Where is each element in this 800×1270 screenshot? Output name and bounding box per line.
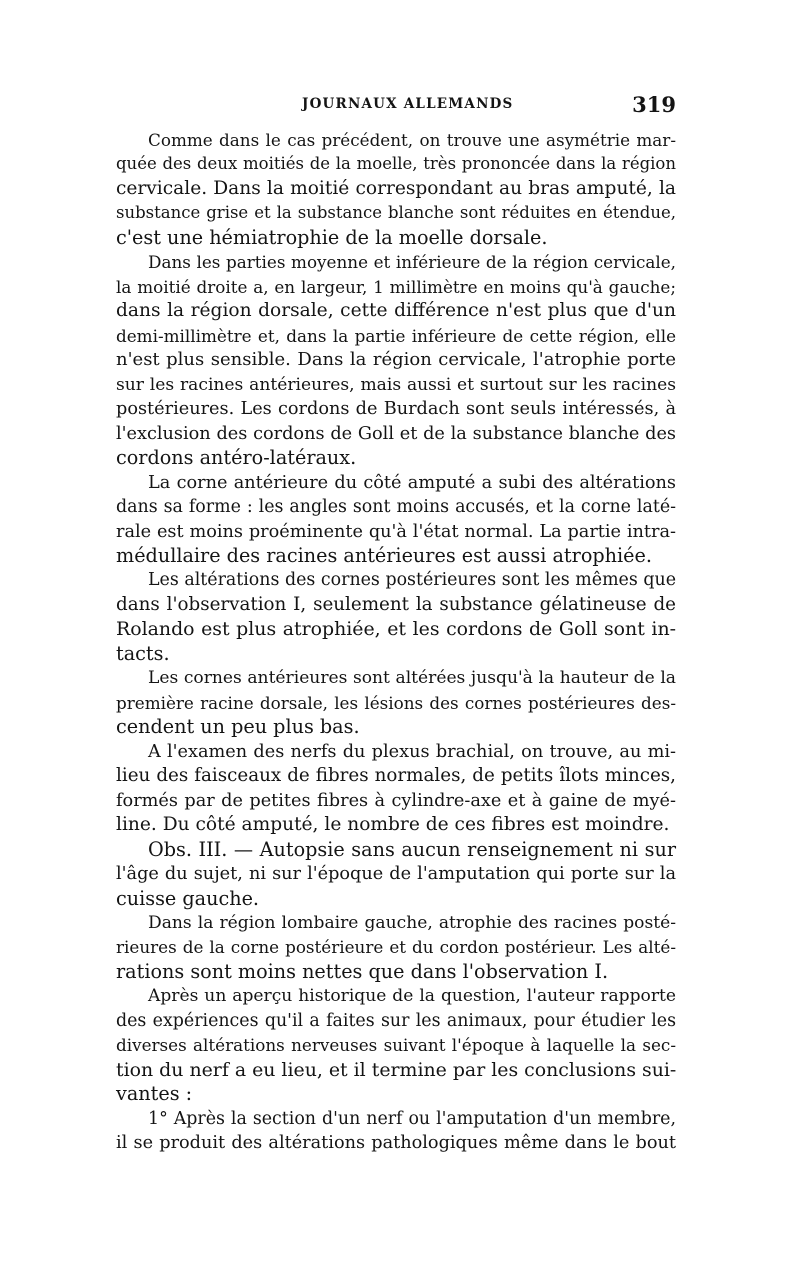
running-head — [116, 94, 676, 122]
text-line: rations sont moins nettes que dans l'observation I. — [116, 959, 609, 983]
text-line: cordons antéro-latéraux. — [116, 446, 357, 470]
text-line: Les altérations des cornes postérieures sont les mêmes que — [148, 570, 676, 591]
text-line: c'est une hémiatrophie de la moelle dorsale. — [116, 225, 548, 249]
text-line: médullaire des racines antérieures est aussi atrophiée. — [116, 543, 652, 567]
text-line: dans sa forme : les angles sont moins accusés, et la corne laté- — [116, 497, 676, 518]
text-line: Comme dans le cas précédent, on trouve une asymétrie mar- — [148, 130, 676, 150]
text-line: Obs. III. — Autopsie sans aucun renseignement ni sur — [148, 837, 676, 861]
running-title: JOURNAUX ALLEMANDS — [302, 96, 514, 112]
body-text — [116, 128, 676, 1156]
text-line: 1° Après la section d'un nerf ou l'amputation d'un membre, — [148, 1108, 676, 1129]
text-line: sur les racines antérieures, mais aussi et surtout sur les racines — [116, 374, 676, 395]
text-line: diverses altérations nerveuses suivant l'époque à laquelle la sec- — [116, 1035, 676, 1056]
text-line: cervicale. Dans la moitié correspondant au bras amputé, la — [116, 177, 676, 199]
text-line: Dans les parties moyenne et inférieure de la région cervicale, — [148, 252, 676, 273]
text-line: Dans la région lombaire gauche, atrophie des racines posté- — [148, 913, 676, 933]
text-line: tion du nerf a eu lieu, et il termine par les conclusions sui- — [116, 1058, 677, 1081]
text-line: vantes : — [116, 1082, 193, 1106]
text-line: A l'examen des nerfs du plexus brachial, on trouve, au mi- — [148, 741, 676, 762]
text-line: lieu des faisceaux de fibres normales, de petits îlots minces, — [116, 765, 676, 787]
text-line: il se produit des altérations pathologiques même dans le bout — [116, 1133, 676, 1154]
page-number: 319 — [632, 92, 676, 117]
text-line: cendent un peu plus bas. — [116, 715, 360, 739]
text-line: quée des deux moitiés de la moelle, très prononcée dans la région — [116, 154, 676, 174]
text-line: formés par de petites fibres à cylindre-axe et à gaine de myé- — [116, 790, 676, 811]
text-line: l'âge du sujet, ni sur l'époque de l'amputation qui porte sur la — [116, 864, 676, 885]
text-line: première racine dorsale, les lésions des cornes postérieures des- — [116, 692, 676, 713]
text-line: La corne antérieure du côté amputé a subi des altérations — [148, 472, 676, 493]
text-line: line. Du côté amputé, le nombre de ces fibres est moindre. — [116, 814, 670, 836]
text-line: l'exclusion des cordons de Goll et de la substance blanche des — [116, 423, 676, 444]
text-line: tacts. — [116, 641, 170, 665]
text-line: postérieures. Les cordons de Burdach sont seuls intéressés, à — [116, 399, 676, 420]
text-line: substance grise et la substance blanche sont réduites en étendue, — [116, 203, 676, 223]
text-line: Rolando est plus atrophiée, et les cordons de Goll sont in- — [116, 618, 676, 641]
text-line: cuisse gauche. — [116, 886, 260, 910]
text-line: des expériences qu'il a faites sur les animaux, pour étudier les — [116, 1010, 676, 1031]
text-line: demi-millimètre et, dans la partie inférieure de cette région, elle — [116, 325, 676, 346]
text-line: dans l'observation I, seulement la substance gélatineuse de — [116, 593, 676, 615]
text-line: rale est moins proéminente qu'à l'état normal. La partie intra- — [116, 521, 676, 542]
text-line: la moitié droite a, en largeur, 1 millimètre en moins qu'à gauche; — [116, 276, 676, 297]
text-line: dans la région dorsale, cette différence n'est plus que d'un — [116, 300, 676, 322]
text-line: n'est plus sensible. Dans la région cervicale, l'atrophie porte — [116, 349, 676, 371]
text-line: Les cornes antérieures sont altérées jusqu'à la hauteur de la — [148, 668, 676, 689]
text-line: Après un aperçu historique de la question, l'auteur rapporte — [148, 986, 676, 1007]
text-line: rieures de la corne postérieure et du cordon postérieur. Les alté- — [116, 937, 676, 958]
